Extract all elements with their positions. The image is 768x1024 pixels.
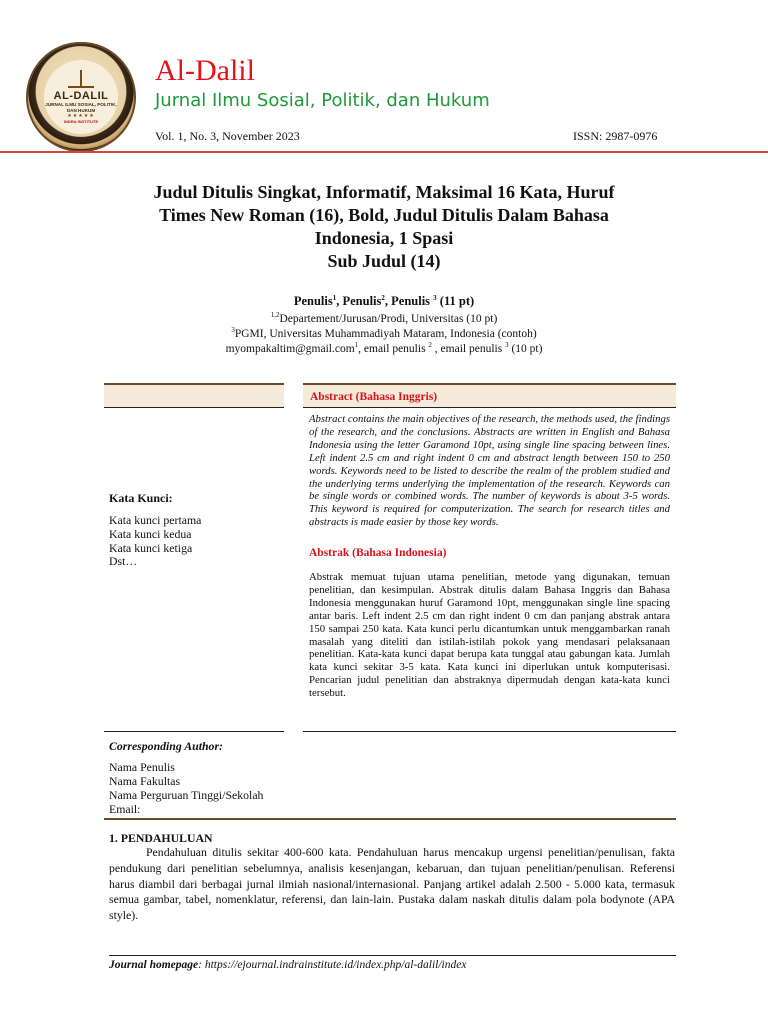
author-name: Penulis — [342, 294, 382, 309]
author-sup: 1 — [332, 294, 337, 302]
author-name: Penulis — [293, 294, 333, 309]
affiliation-sup: 3 — [231, 326, 235, 334]
title-line: Times New Roman (16), Bold, Judul Ditulis Dalam Bahasa — [159, 205, 609, 225]
left-bottom-rule — [104, 731, 284, 732]
journal-subtitle: Jurnal Ilmu Sosial, Politik, dan Hukum — [155, 90, 490, 111]
title-line: Judul Ditulis Singkat, Informatif, Maksimal 16 Kata, Huruf — [153, 182, 615, 202]
journal-title: Al-Dalil — [155, 54, 255, 87]
keyword-item: Kata kunci pertama — [109, 513, 202, 527]
email-sup: 1 — [354, 341, 359, 349]
keyword-item: Kata kunci kedua — [109, 526, 192, 541]
logo-name: AL-DALIL — [53, 90, 109, 102]
footer-rule — [109, 955, 676, 956]
corresponding-item: Nama Perguruan Tinggi/Sekolah — [109, 788, 264, 802]
scales-icon — [68, 70, 94, 88]
author-sup: 3 — [433, 294, 437, 302]
affiliation-sup: 1,2 — [270, 311, 280, 319]
corresponding-item: Nama Fakultas — [109, 774, 181, 788]
keywords-list — [109, 514, 201, 569]
email-text: , email penulis — [431, 342, 503, 355]
abstract-id-text: Abstrak memuat tujuan utama penelitian, metode yang digunakan, temuan penelitian, dan kesimpulan. Abstrak ditulis dalam Bahasa Inggris dan Bahasa Indonesia menggunakan huruf Garamond 10pt, menggunakan single line spacing antar baris. Left indent 2.5 cm dan right indent 0 cm dan panjang abstrak antara 150 sampai 250 kata. Kata kunci perlu dicantumkan untuk menggambarkan ranah masalah yang diteliti dan istilah-istilah pokok yang mendasari pelaksanaan penelitian. Kata-kata kunci dapat berupa kata tunggal atau gabungan kata. Jumlah kata kunci sekitar 3-5 kata. Kata kunci ini diperlukan untuk komputerisasi. Pencarian judul penelitian dan abstraknya dipermudah dengan kata-kata kunci tersebut. — [309, 571, 670, 700]
affiliation-2 — [100, 326, 668, 340]
journal-logo — [26, 42, 136, 152]
affiliation-1 — [100, 311, 668, 325]
article-title — [100, 181, 668, 273]
right-bottom-rule — [303, 731, 676, 732]
header-divider — [0, 151, 768, 153]
left-band-rule — [104, 407, 284, 408]
homepage-url[interactable]: : https://ejournal.indrainstitute.id/index.php/al-dalil/index — [198, 959, 467, 971]
keyword-item: Kata kunci ketiga — [109, 540, 193, 555]
corresponding-item: Nama Penulis — [109, 760, 175, 774]
logo-subtitle: JURNAL ILMU SOSIAL, POLITIK, DAN HUKUM — [45, 102, 117, 113]
author-size-note: (11 pt) — [439, 294, 475, 309]
email-line — [100, 341, 668, 355]
left-header-band — [104, 385, 284, 407]
logo-emblem — [44, 60, 118, 134]
logo-publisher: INDRA INSTITUTE — [63, 119, 99, 124]
issn-info: ISSN: 2987-0976 — [573, 129, 658, 143]
subtitle-line: Sub Judul (14) — [327, 251, 441, 271]
abstract-en-text: Abstract contains the main objectives of the research, the methods used, the findings of the research, and the conclusions. Abstracts are written in English and Bahasa Indonesia using the letter Garamond 10pt, using single line spacing between lines. Left indent 2.5 cm and right indent 0 cm and abstract length between 150 to 250 words. Keywords need to be listed to describe the realm of the problem studied and the underlying terms underlying the implementation of the research. Keywords can be single words or combined words. The number of keywords is about 3-5 words. This keyword is required for computerization. The search for research titles and abstracts is made easier by those key words. — [309, 413, 670, 529]
keywords-heading: Kata Kunci: — [109, 491, 173, 505]
journal-homepage — [109, 959, 466, 971]
email-link[interactable]: myompakaltim@gmail.com — [225, 342, 355, 355]
email-note: (10 pt) — [508, 342, 543, 355]
email-text: , email penulis — [358, 342, 426, 355]
affiliation-text: Departement/Jurusan/Prodi, Universitas (10 pt) — [279, 312, 498, 325]
right-band-rule — [303, 407, 676, 408]
email-sup: 2 — [428, 341, 432, 349]
author-name: Penulis — [391, 294, 431, 309]
logo-stars: ★★★★★ — [67, 114, 95, 119]
author-sup: 2 — [381, 294, 385, 302]
email-sup: 3 — [505, 341, 509, 349]
volume-info: Vol. 1, No. 3, November 2023 — [155, 129, 300, 143]
corresponding-item: Email: — [109, 802, 141, 816]
title-line: Indonesia, 1 Spasi — [314, 228, 454, 248]
abstract-en-heading: Abstract (Bahasa Inggris) — [310, 391, 438, 403]
section-heading: 1. PENDAHULUAN — [109, 831, 213, 845]
abstract-id-heading: Abstrak (Bahasa Indonesia) — [309, 547, 447, 559]
corresponding-heading: Corresponding Author: — [109, 739, 223, 753]
keyword-item: Dst… — [109, 554, 138, 569]
section-body: Pendahuluan ditulis sekitar 400-600 kata. Pendahuluan harus mencakup urgensi penelitian/penulisan, fakta pendukung dari penelitian sebelumnya, analisis kesenjangan, kebaruan, dan tujuan penelitian/penulisan. Referensi harus diambil dari berbagai jurnal ilmiah nasional/internasional. Panjang artikel adalah 2.500 - 5.000 kata, termasuk semua gambar, tabel, nomenklatur, referensi, dan lain-lain. Pustaka dalam naskah ditulis dalam pola bodynote (APA style). — [109, 845, 675, 923]
section-divider — [104, 818, 676, 820]
author-line: Penulis$^1$, Penulis$^2$, Penulis $^3$ (11 pt) — [293, 294, 475, 309]
corresponding-list — [109, 760, 263, 816]
affiliation-text: PGMI, Universitas Muhammadiyah Mataram, Indonesia (contoh) — [234, 327, 537, 340]
homepage-label: Journal homepage — [109, 959, 199, 971]
